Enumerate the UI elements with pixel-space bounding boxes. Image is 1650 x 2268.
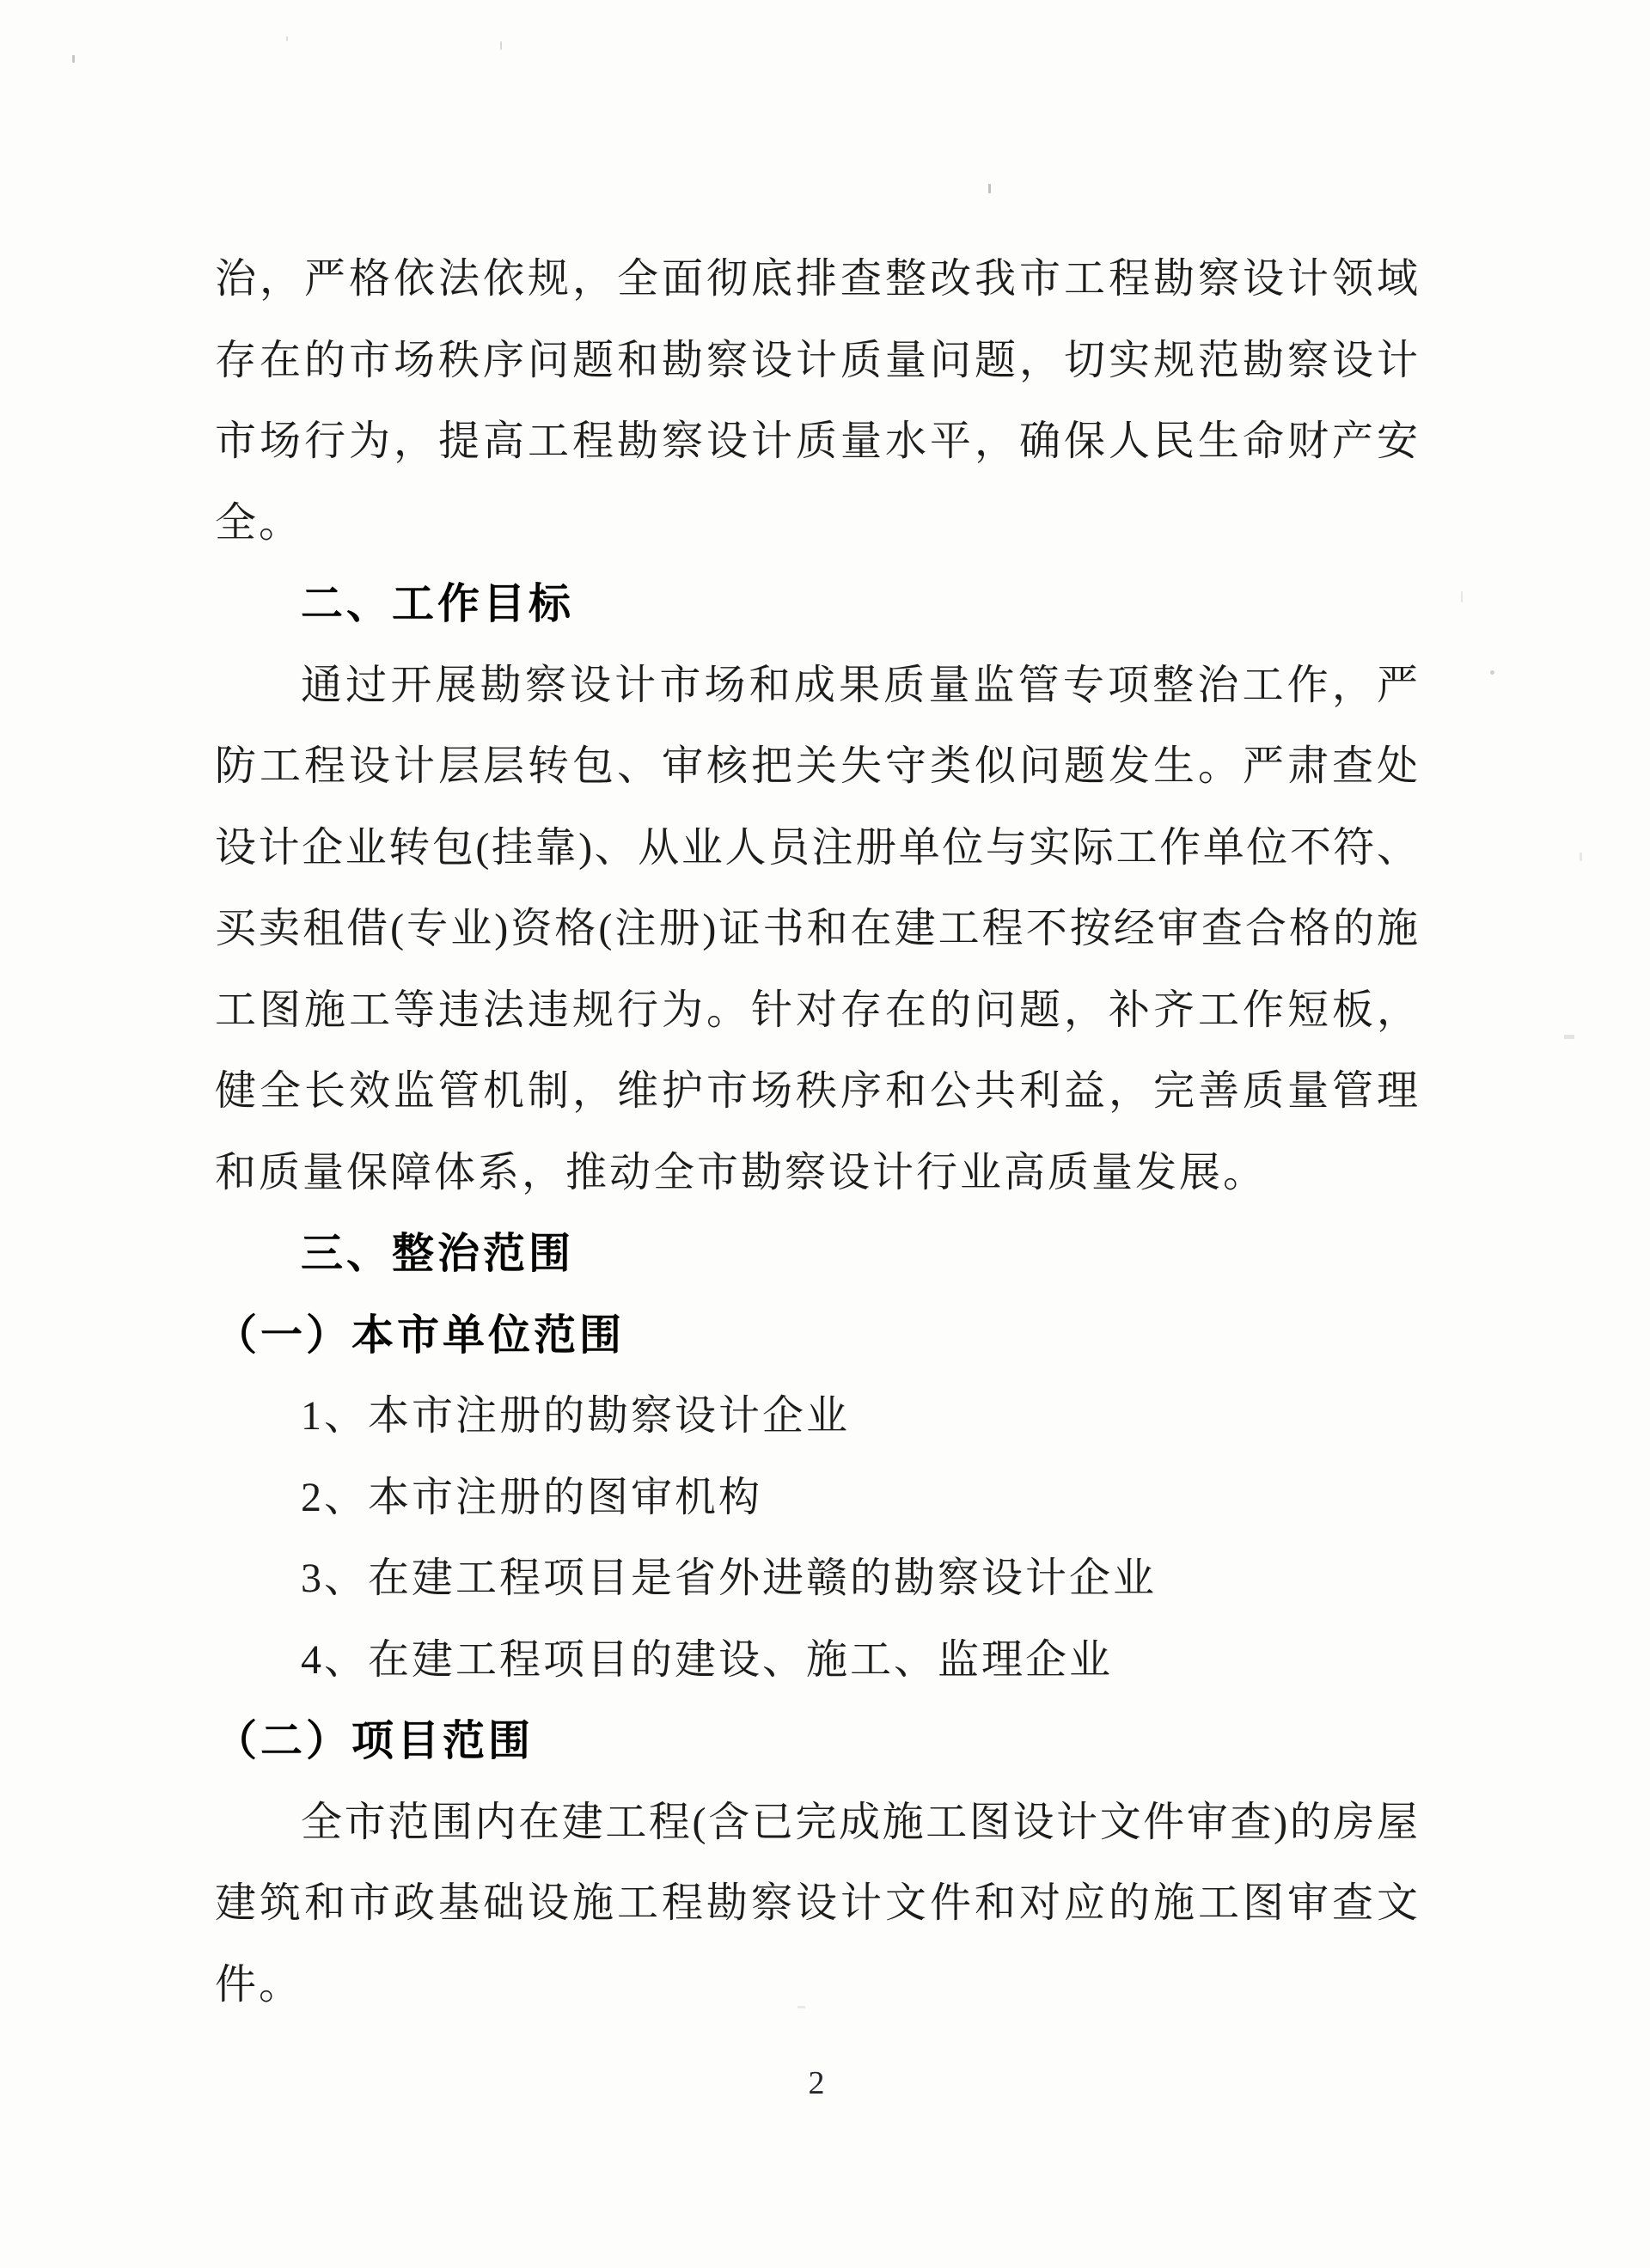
scan-artifact [72, 55, 75, 63]
paragraph-line: 全市范围内在建工程(含已完成施工图设计文件审查)的房屋 [301, 1799, 1418, 1845]
scan-artifact [1461, 591, 1463, 602]
section-heading-rectification-scope: 三、整治范围 [301, 1231, 575, 1277]
paragraph-line: 市场行为，提高工程勘察设计质量水平，确保人民生命财产安 [215, 419, 1418, 464]
paragraph-line: 治，严格依法依规，全面彻底排查整改我市工程勘察设计领域 [215, 256, 1418, 302]
sub-heading-unit-scope: （一）本市单位范围 [215, 1311, 626, 1359]
list-item: 4、在建工程项目的建设、施工、监理企业 [301, 1636, 1114, 1683]
scan-artifact [500, 41, 502, 50]
scan-artifact [1564, 1035, 1574, 1039]
sub-heading-project-scope: （二）项目范围 [215, 1718, 535, 1764]
paragraph-line: 建筑和市政基础设施工程勘察设计文件和对应的施工图审查文 [215, 1880, 1418, 1926]
page-number: 2 [808, 2065, 825, 2101]
document-body [215, 239, 1418, 2026]
scan-artifact [286, 36, 288, 41]
paragraph-line: 健全长效监管机制，维护市场秩序和公共利益，完善质量管理 [215, 1068, 1418, 1114]
paragraph-line: 工图施工等违法违规行为。针对存在的问题，补齐工作短板， [215, 987, 1418, 1033]
scan-artifact [1580, 853, 1582, 861]
section-heading-work-goals: 二、工作目标 [301, 581, 575, 627]
list-item: 2、本市注册的图审机构 [301, 1474, 763, 1520]
paragraph-line: 全。 [215, 499, 303, 546]
paragraph-line: 通过开展勘察设计市场和成果质量监管专项整治工作，严 [301, 662, 1418, 708]
list-item: 3、在建工程项目是省外进赣的勘察设计企业 [301, 1556, 1158, 1601]
scan-artifact [988, 184, 991, 193]
paragraph-line: 设计企业转包(挂靠)、从业人员注册单位与实际工作单位不符、 [215, 824, 1418, 871]
paragraph-line: 存在的市场秩序问题和勘察设计质量问题，切实规范勘察设计 [215, 337, 1418, 383]
paragraph-line: 防工程设计层层转包、审核把关失守类似问题发生。严肃查处 [215, 743, 1418, 789]
paragraph-line: 和质量保障体系，推动全市勘察设计行业高质量发展。 [215, 1149, 1268, 1195]
list-item: 1、本市注册的勘察设计企业 [301, 1393, 851, 1439]
paragraph-line: 件。 [215, 1961, 303, 2008]
paragraph-line: 买卖租借(专业)资格(注册)证书和在建工程不按经审查合格的施 [215, 906, 1418, 951]
scan-artifact [1490, 670, 1494, 675]
